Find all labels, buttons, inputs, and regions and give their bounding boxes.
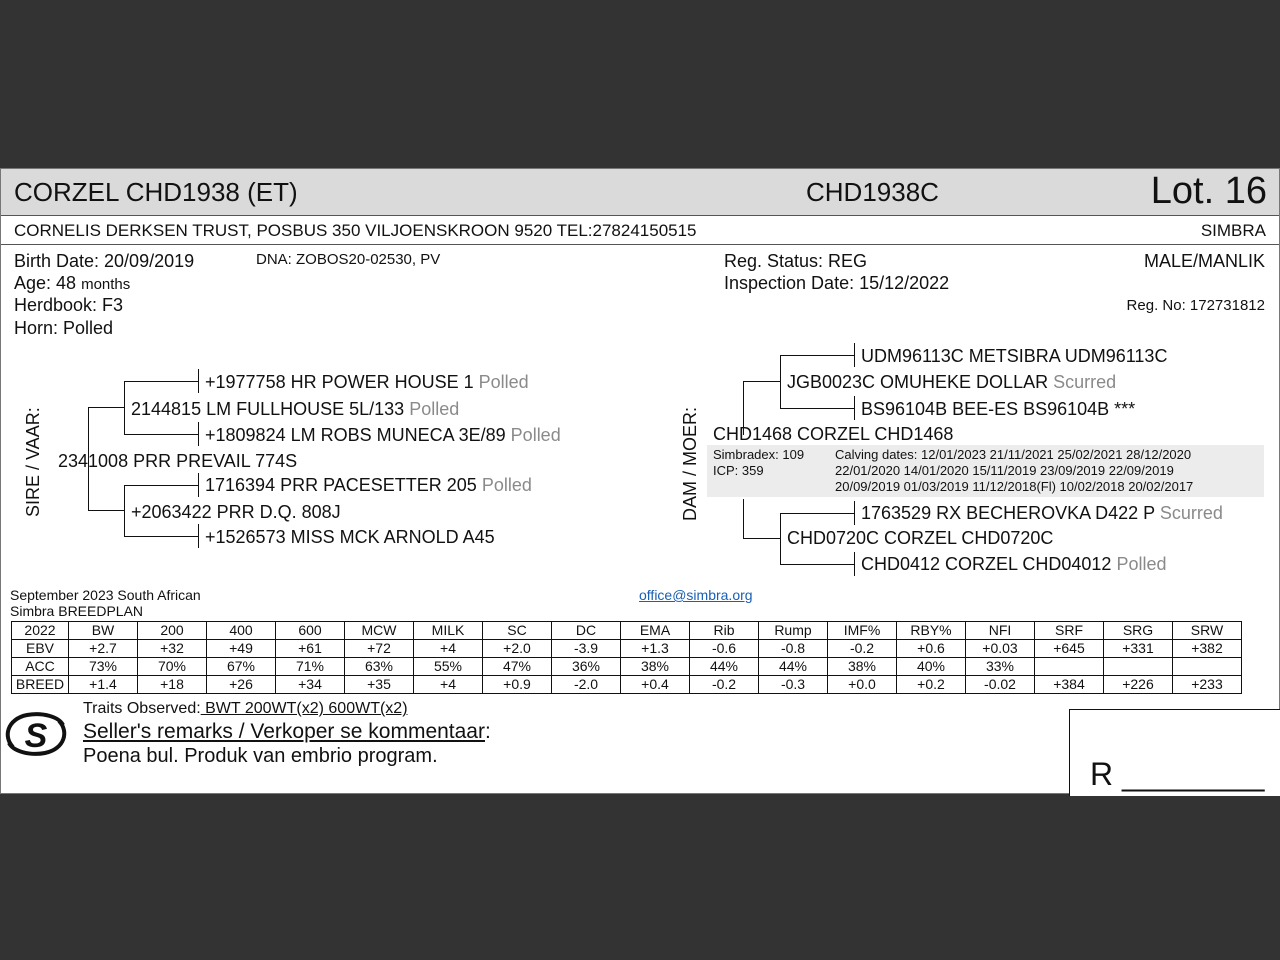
breedplan-row-label: EBV bbox=[12, 640, 69, 658]
card-header bbox=[1, 169, 1279, 216]
dam-dam-branch bbox=[743, 499, 744, 539]
simbradex: Simbradex: 109 bbox=[713, 447, 805, 462]
breedplan-cell: DC bbox=[552, 622, 621, 640]
dds-tick bbox=[854, 501, 855, 525]
ssd-tick bbox=[198, 422, 199, 446]
sex: MALE/MANLIK bbox=[1143, 251, 1265, 271]
breedplan-cell: 400 bbox=[207, 622, 276, 640]
sire-sire-bracket bbox=[124, 381, 125, 435]
breedplan-cell: 55% bbox=[414, 658, 483, 676]
breedplan-row-label: BREED bbox=[12, 676, 69, 694]
breedplan-cell bbox=[1173, 658, 1242, 676]
icp: ICP: 359 bbox=[713, 463, 764, 478]
sss-tick bbox=[198, 369, 199, 393]
sire-dam-dam: +1526573 MISS MCK ARNOLD A45 bbox=[205, 527, 495, 547]
breedplan-cell: +32 bbox=[138, 640, 207, 658]
dam-sire-bracket-bottom bbox=[780, 408, 854, 409]
sire-bracket-bottom bbox=[88, 510, 124, 511]
dam-dam-branch-h bbox=[743, 538, 781, 539]
inspection-date: Inspection Date: 15/12/2022 bbox=[724, 273, 950, 293]
animal-name: CORZEL CHD1938 (ET) bbox=[14, 177, 298, 207]
breedplan-line2: Simbra BREEDPLAN bbox=[10, 603, 144, 619]
breedplan-cell: EMA bbox=[621, 622, 690, 640]
breedplan-cell: -0.3 bbox=[759, 676, 828, 694]
dam-dam-sire: 1763529 RX BECHEROVKA D422 P Scurred bbox=[861, 503, 1223, 523]
breedplan-cell: Rump bbox=[759, 622, 828, 640]
breedplan-cell: -0.2 bbox=[690, 676, 759, 694]
breedplan-cell: BW bbox=[69, 622, 138, 640]
breedplan-cell: -0.2 bbox=[828, 640, 897, 658]
breedplan-cell: SRG bbox=[1104, 622, 1173, 640]
dsd-tick bbox=[854, 396, 855, 420]
dam-side-label: DAM / MOER: bbox=[680, 406, 700, 521]
dam: CHD1468 CORZEL CHD1468 bbox=[713, 424, 954, 444]
breedplan-cell: +18 bbox=[138, 676, 207, 694]
breedplan-cell: +0.2 bbox=[897, 676, 966, 694]
breedplan-cell: +226 bbox=[1104, 676, 1173, 694]
breedplan-line1: September 2023 South African bbox=[10, 587, 201, 603]
breedplan-row-label: 2022 bbox=[12, 622, 69, 640]
seller-remarks-heading: Seller's remarks / Verkoper se kommentaar: bbox=[83, 720, 491, 743]
sire-dam-bracket-bottom bbox=[124, 536, 198, 537]
breedplan-row-label: ACC bbox=[12, 658, 69, 676]
breedplan-row bbox=[12, 658, 1242, 676]
sire-sire-sire: +1977758 HR POWER HOUSE 1 Polled bbox=[205, 372, 529, 392]
breedplan-header-row bbox=[12, 622, 1242, 640]
breedplan-cell: +1.3 bbox=[621, 640, 690, 658]
breedplan-cell: -0.02 bbox=[966, 676, 1035, 694]
breedplan-cell: 38% bbox=[621, 658, 690, 676]
breedplan-cell: +61 bbox=[276, 640, 345, 658]
dam-sire-sire: UDM96113C METSIBRA UDM96113C bbox=[861, 346, 1168, 366]
dna-info: DNA: ZOBOS20-02530, PV bbox=[256, 251, 441, 268]
reg-number: Reg. No: 172731812 bbox=[1126, 297, 1265, 314]
breedplan-cell: 44% bbox=[759, 658, 828, 676]
sire-dam-bracket-top bbox=[124, 485, 198, 486]
calving-panel bbox=[707, 445, 1264, 497]
breedplan-row bbox=[12, 640, 1242, 658]
reg-code: CHD1938C bbox=[806, 177, 939, 207]
sire-sire-bracket-top bbox=[124, 381, 198, 382]
breedplan-cell: IMF% bbox=[828, 622, 897, 640]
breedplan-cell: MCW bbox=[345, 622, 414, 640]
breedplan-cell: +4 bbox=[414, 676, 483, 694]
breedplan-cell: 70% bbox=[138, 658, 207, 676]
breedplan-cell: MILK bbox=[414, 622, 483, 640]
breedplan-cell: 44% bbox=[690, 658, 759, 676]
breedplan-cell: 73% bbox=[69, 658, 138, 676]
email-link[interactable]: office@simbra.org bbox=[639, 587, 753, 603]
sire-bracket-top bbox=[88, 407, 124, 408]
dam-dam-bracket-bottom bbox=[780, 564, 854, 565]
birth-date: Birth Date: 20/09/2019 bbox=[14, 251, 195, 271]
breedplan-cell: 40% bbox=[897, 658, 966, 676]
breedplan-cell: +0.6 bbox=[897, 640, 966, 658]
sire-sire-dam: +1809824 LM ROBS MUNECA 3E/89 Polled bbox=[205, 425, 561, 445]
sire-dam-bracket bbox=[124, 485, 125, 537]
breedplan-cell: 67% bbox=[207, 658, 276, 676]
lot-number: Lot. 16 bbox=[1150, 170, 1267, 212]
breedplan-cell: +233 bbox=[1173, 676, 1242, 694]
bid-amount-field[interactable]: ________ bbox=[1122, 756, 1265, 792]
dam-sire-dam: BS96104B BEE-ES BS96104B *** bbox=[861, 399, 1136, 419]
breedplan-cell: +2.7 bbox=[69, 640, 138, 658]
breedplan-cell: +4 bbox=[414, 640, 483, 658]
reg-status: Reg. Status: REG bbox=[724, 251, 868, 271]
breedplan-table bbox=[11, 621, 1242, 694]
breedplan-cell: +34 bbox=[276, 676, 345, 694]
breed-name: SIMBRA bbox=[1200, 221, 1266, 240]
age: Age: 48 months bbox=[14, 273, 131, 293]
owner-bar bbox=[1, 216, 1279, 245]
sire-side-label: SIRE / VAAR: bbox=[23, 407, 43, 517]
breedplan-cell: +384 bbox=[1035, 676, 1104, 694]
breedplan-cell: 200 bbox=[138, 622, 207, 640]
dam-sire-bracket bbox=[780, 355, 781, 409]
dam-dam: CHD0720C CORZEL CHD0720C bbox=[787, 528, 1054, 548]
simbra-logo bbox=[3, 709, 69, 759]
breedplan-cell: Rib bbox=[690, 622, 759, 640]
breedplan-cell: +0.03 bbox=[966, 640, 1035, 658]
breedplan-cell: 33% bbox=[966, 658, 1035, 676]
currency-symbol: R bbox=[1090, 756, 1114, 792]
traits-observed: Traits Observed: BWT 200WT(x2) 600WT(x2) bbox=[83, 700, 408, 717]
sire-dam: +2063422 PRR D.Q. 808J bbox=[131, 502, 341, 522]
breedplan-cell: +0.0 bbox=[828, 676, 897, 694]
dam-dam-bracket bbox=[780, 513, 781, 565]
breedplan-cell: 71% bbox=[276, 658, 345, 676]
breedplan-cell: NFI bbox=[966, 622, 1035, 640]
sire-dam-sire: 1716394 PRR PACESETTER 205 Polled bbox=[205, 475, 532, 495]
breedplan-cell: 38% bbox=[828, 658, 897, 676]
dam-dam-dam: CHD0412 CORZEL CHD04012 Polled bbox=[861, 554, 1167, 574]
breedplan-cell: +645 bbox=[1035, 640, 1104, 658]
breedplan-cell: 36% bbox=[552, 658, 621, 676]
breedplan-cell: +2.0 bbox=[483, 640, 552, 658]
breedplan-cell: -0.6 bbox=[690, 640, 759, 658]
horn-status: Horn: Polled bbox=[14, 318, 114, 338]
dam-sire-bracket-top bbox=[780, 355, 854, 356]
dam-dam-bracket-top bbox=[780, 513, 854, 514]
breedplan-cell: SRF bbox=[1035, 622, 1104, 640]
calving-dates-3: 20/09/2019 01/03/2019 11/12/2018(Fl) 10/02/2018 20/02/2017 bbox=[835, 479, 1194, 494]
seller-remarks-text: Poena bul. Produk van embrio program. bbox=[83, 745, 438, 767]
logo-letter: S bbox=[24, 717, 48, 755]
owner-address: CORNELIS DERKSEN TRUST, POSBUS 350 VILJOENSKROON 9520 TEL:27824150515 bbox=[14, 221, 697, 240]
dam-sire: JGB0023C OMUHEKE DOLLAR Scurred bbox=[787, 372, 1117, 392]
breedplan-cell: -0.8 bbox=[759, 640, 828, 658]
sds-tick bbox=[198, 473, 199, 497]
ddd-tick bbox=[854, 552, 855, 576]
dam-sire-branch-h bbox=[743, 381, 781, 382]
herdbook: Herdbook: F3 bbox=[14, 295, 124, 315]
sire-sire-bracket-bottom bbox=[124, 434, 198, 435]
breedplan-cell: +0.9 bbox=[483, 676, 552, 694]
calving-dates-2: 22/01/2020 14/01/2020 15/11/2019 23/09/2019 22/09/2019 bbox=[835, 463, 1174, 478]
breedplan-cell: -3.9 bbox=[552, 640, 621, 658]
breedplan-cell: -2.0 bbox=[552, 676, 621, 694]
breedplan-cell: 47% bbox=[483, 658, 552, 676]
breedplan-cell: +35 bbox=[345, 676, 414, 694]
breedplan-cell: +1.4 bbox=[69, 676, 138, 694]
sire-sire: 2144815 LM FULLHOUSE 5L/133 Polled bbox=[131, 399, 460, 419]
breedplan-cell: SRW bbox=[1173, 622, 1242, 640]
breedplan-cell: +26 bbox=[207, 676, 276, 694]
dss-tick bbox=[854, 343, 855, 367]
breedplan-cell: +331 bbox=[1104, 640, 1173, 658]
breedplan-cell bbox=[1035, 658, 1104, 676]
breedplan-cell: 63% bbox=[345, 658, 414, 676]
breedplan-cell: +72 bbox=[345, 640, 414, 658]
breedplan-cell: 600 bbox=[276, 622, 345, 640]
calving-dates-1: Calving dates: 12/01/2023 21/11/2021 25/02/2021 28/12/2020 bbox=[835, 447, 1192, 462]
breedplan-cell: SC bbox=[483, 622, 552, 640]
breedplan-row bbox=[12, 676, 1242, 694]
bid-box bbox=[1069, 709, 1280, 796]
lot-card bbox=[0, 168, 1280, 794]
sdd-tick bbox=[198, 524, 199, 548]
sire: 2341008 PRR PREVAIL 774S bbox=[58, 451, 298, 471]
breedplan-cell: +49 bbox=[207, 640, 276, 658]
breedplan-cell: +0.4 bbox=[621, 676, 690, 694]
breedplan-cell bbox=[1104, 658, 1173, 676]
breedplan-cell: +382 bbox=[1173, 640, 1242, 658]
breedplan-cell: RBY% bbox=[897, 622, 966, 640]
